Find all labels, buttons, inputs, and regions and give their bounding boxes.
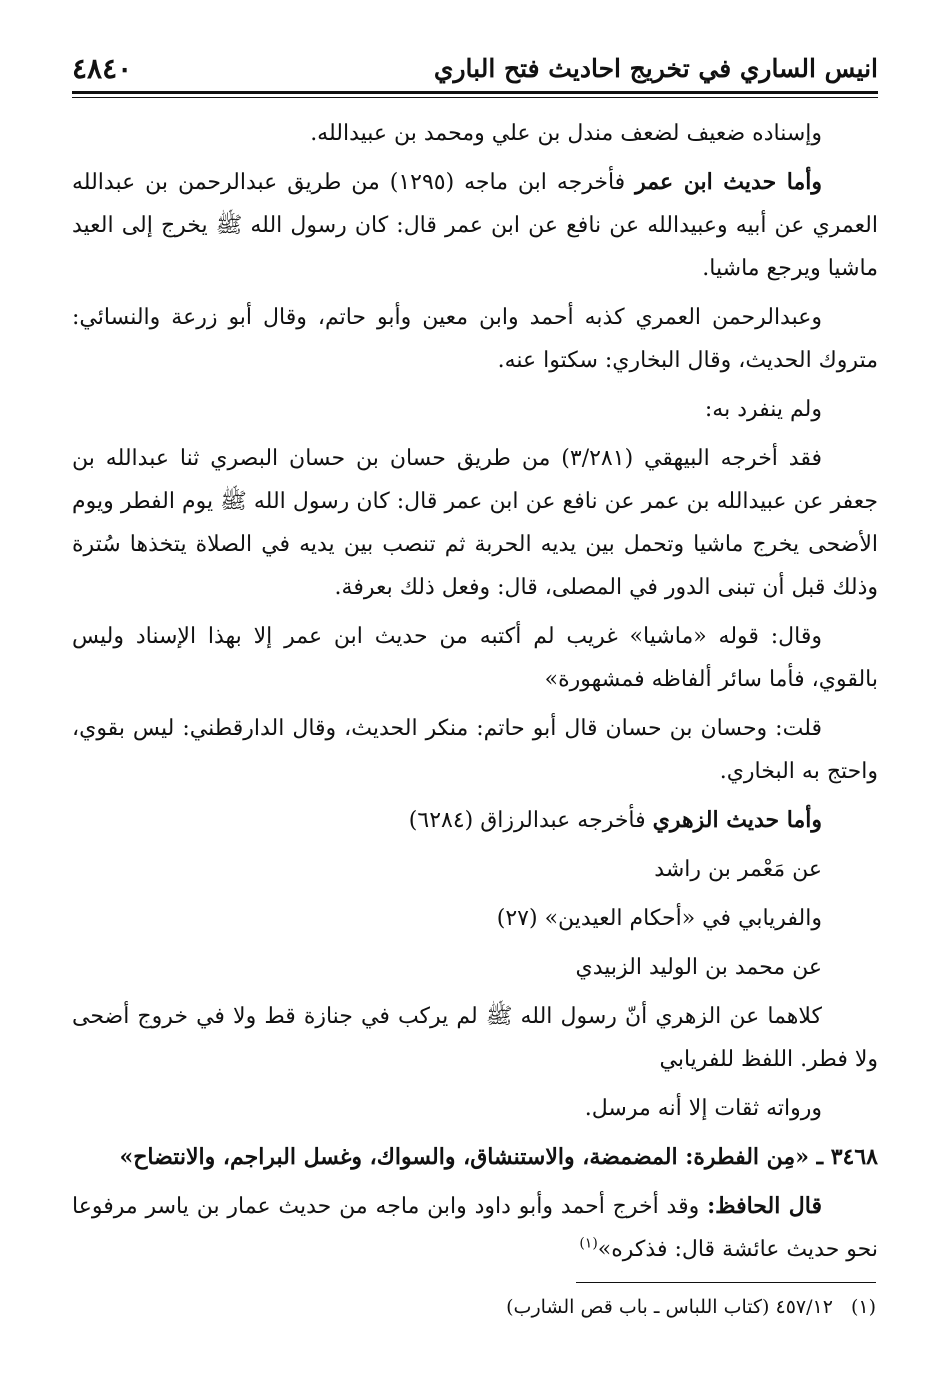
footnote-text: ٤٥٧/١٢ (كتاب اللباس ـ باب قص الشارب) (506, 1296, 833, 1318)
book-title: انيس الساري في تخريج احاديث فتح الباري (433, 54, 878, 83)
paragraph (72, 1185, 878, 1271)
hadith-heading: ٣٤٦٨ ـ «مِن الفطرة: المضمضة، والاستنشاق، والسواك، وغسل البراجم، والانتضاح» (119, 1144, 878, 1170)
paragraph: والفريابي في «أحكام العيدين» (٢٧) (496, 906, 822, 931)
paragraph (72, 799, 878, 842)
footnote (70, 1293, 876, 1321)
paragraph-lead-bold: قال الحافظ: (707, 1193, 823, 1219)
paragraph: ولم ينفرد به: (704, 397, 822, 422)
footnote-mark: (١) (850, 1296, 876, 1318)
main-text (72, 112, 878, 1277)
paragraph: وإسناده ضعيف لضعف مندل بن علي ومحمد بن عبيدالله. (310, 121, 822, 146)
paragraph-text: فأخرجه عبدالرزاق (٦٢٨٤) (408, 808, 653, 833)
paragraph: عن محمد بن الوليد الزبيدي (575, 955, 822, 980)
paragraph: كلاهما عن الزهري أنّ رسول الله ﷺ لم يركب في جنازة قط ولا في خروج أضحى ولا فطر. اللفظ للفريابي (72, 1004, 878, 1072)
footnote-reference: (١) (579, 1235, 598, 1252)
paragraph: قلت: وحسان بن حسان قال أبو حاتم: منكر الحديث، وقال الدارقطني: ليس بقوي، واحتج به البخاري. (72, 716, 878, 784)
page-number: ٤٨٤٠ (72, 52, 133, 85)
paragraph: وقال: قوله «ماشيا» غريب لم أكتبه من حديث ابن عمر إلا بهذا الإسناد وليس بالقوي، فأما سائر ألفاظه فمشهورة» (72, 624, 878, 692)
running-header (72, 44, 878, 94)
paragraph (72, 161, 878, 290)
paragraph: عن مَعْمر بن راشد (654, 857, 822, 882)
paragraph: فقد أخرجه البيهقي (٣/٢٨١) من طريق حسان بن حسان البصري ثنا عبدالله بن جعفر عن عبيدالله بن عمر عن نافع عن ابن عمر قال: كان رسول الله ﷺ يوم الفطر ويوم الأضحى يخرج ماشيا وتحمل بين يديه الحربة ثم تنصب بين يديه في الصلاة يتخذها سُترة وذلك قبل أن تبنى الدور في المصلى، قال: وفعل ذلك بعرفة. (72, 446, 878, 600)
header-rule-thick (72, 91, 878, 94)
paragraph-lead-bold: وأما حديث الزهري (652, 807, 822, 833)
footnote-separator (576, 1282, 876, 1283)
paragraph-text: فأخرجه ابن ماجه (١٢٩٥) من طريق عبدالرحمن بن عبدالله العمري عن أبيه وعبيدالله عن نافع عن ابن عمر قال: كان رسول الله ﷺ يخرج إلى العيد ماشيا ويرجع ماشيا. (72, 170, 878, 281)
paragraph: ورواته ثقات إلا أنه مرسل. (584, 1096, 822, 1121)
paragraph-text: وقد أخرج أحمد وأبو داود وابن ماجه من حديث عمار بن ياسر مرفوعا نحو حديث عائشة قال: فذكره» (72, 1194, 878, 1262)
paragraph-lead-bold: وأما حديث ابن عمر (635, 169, 823, 195)
header-rule-thin (72, 97, 878, 98)
paragraph: وعبدالرحمن العمري كذبه أحمد وابن معين وأبو حاتم، وقال أبو زرعة والنسائي: متروك الحديث، وقال البخاري: سكتوا عنه. (72, 305, 878, 373)
